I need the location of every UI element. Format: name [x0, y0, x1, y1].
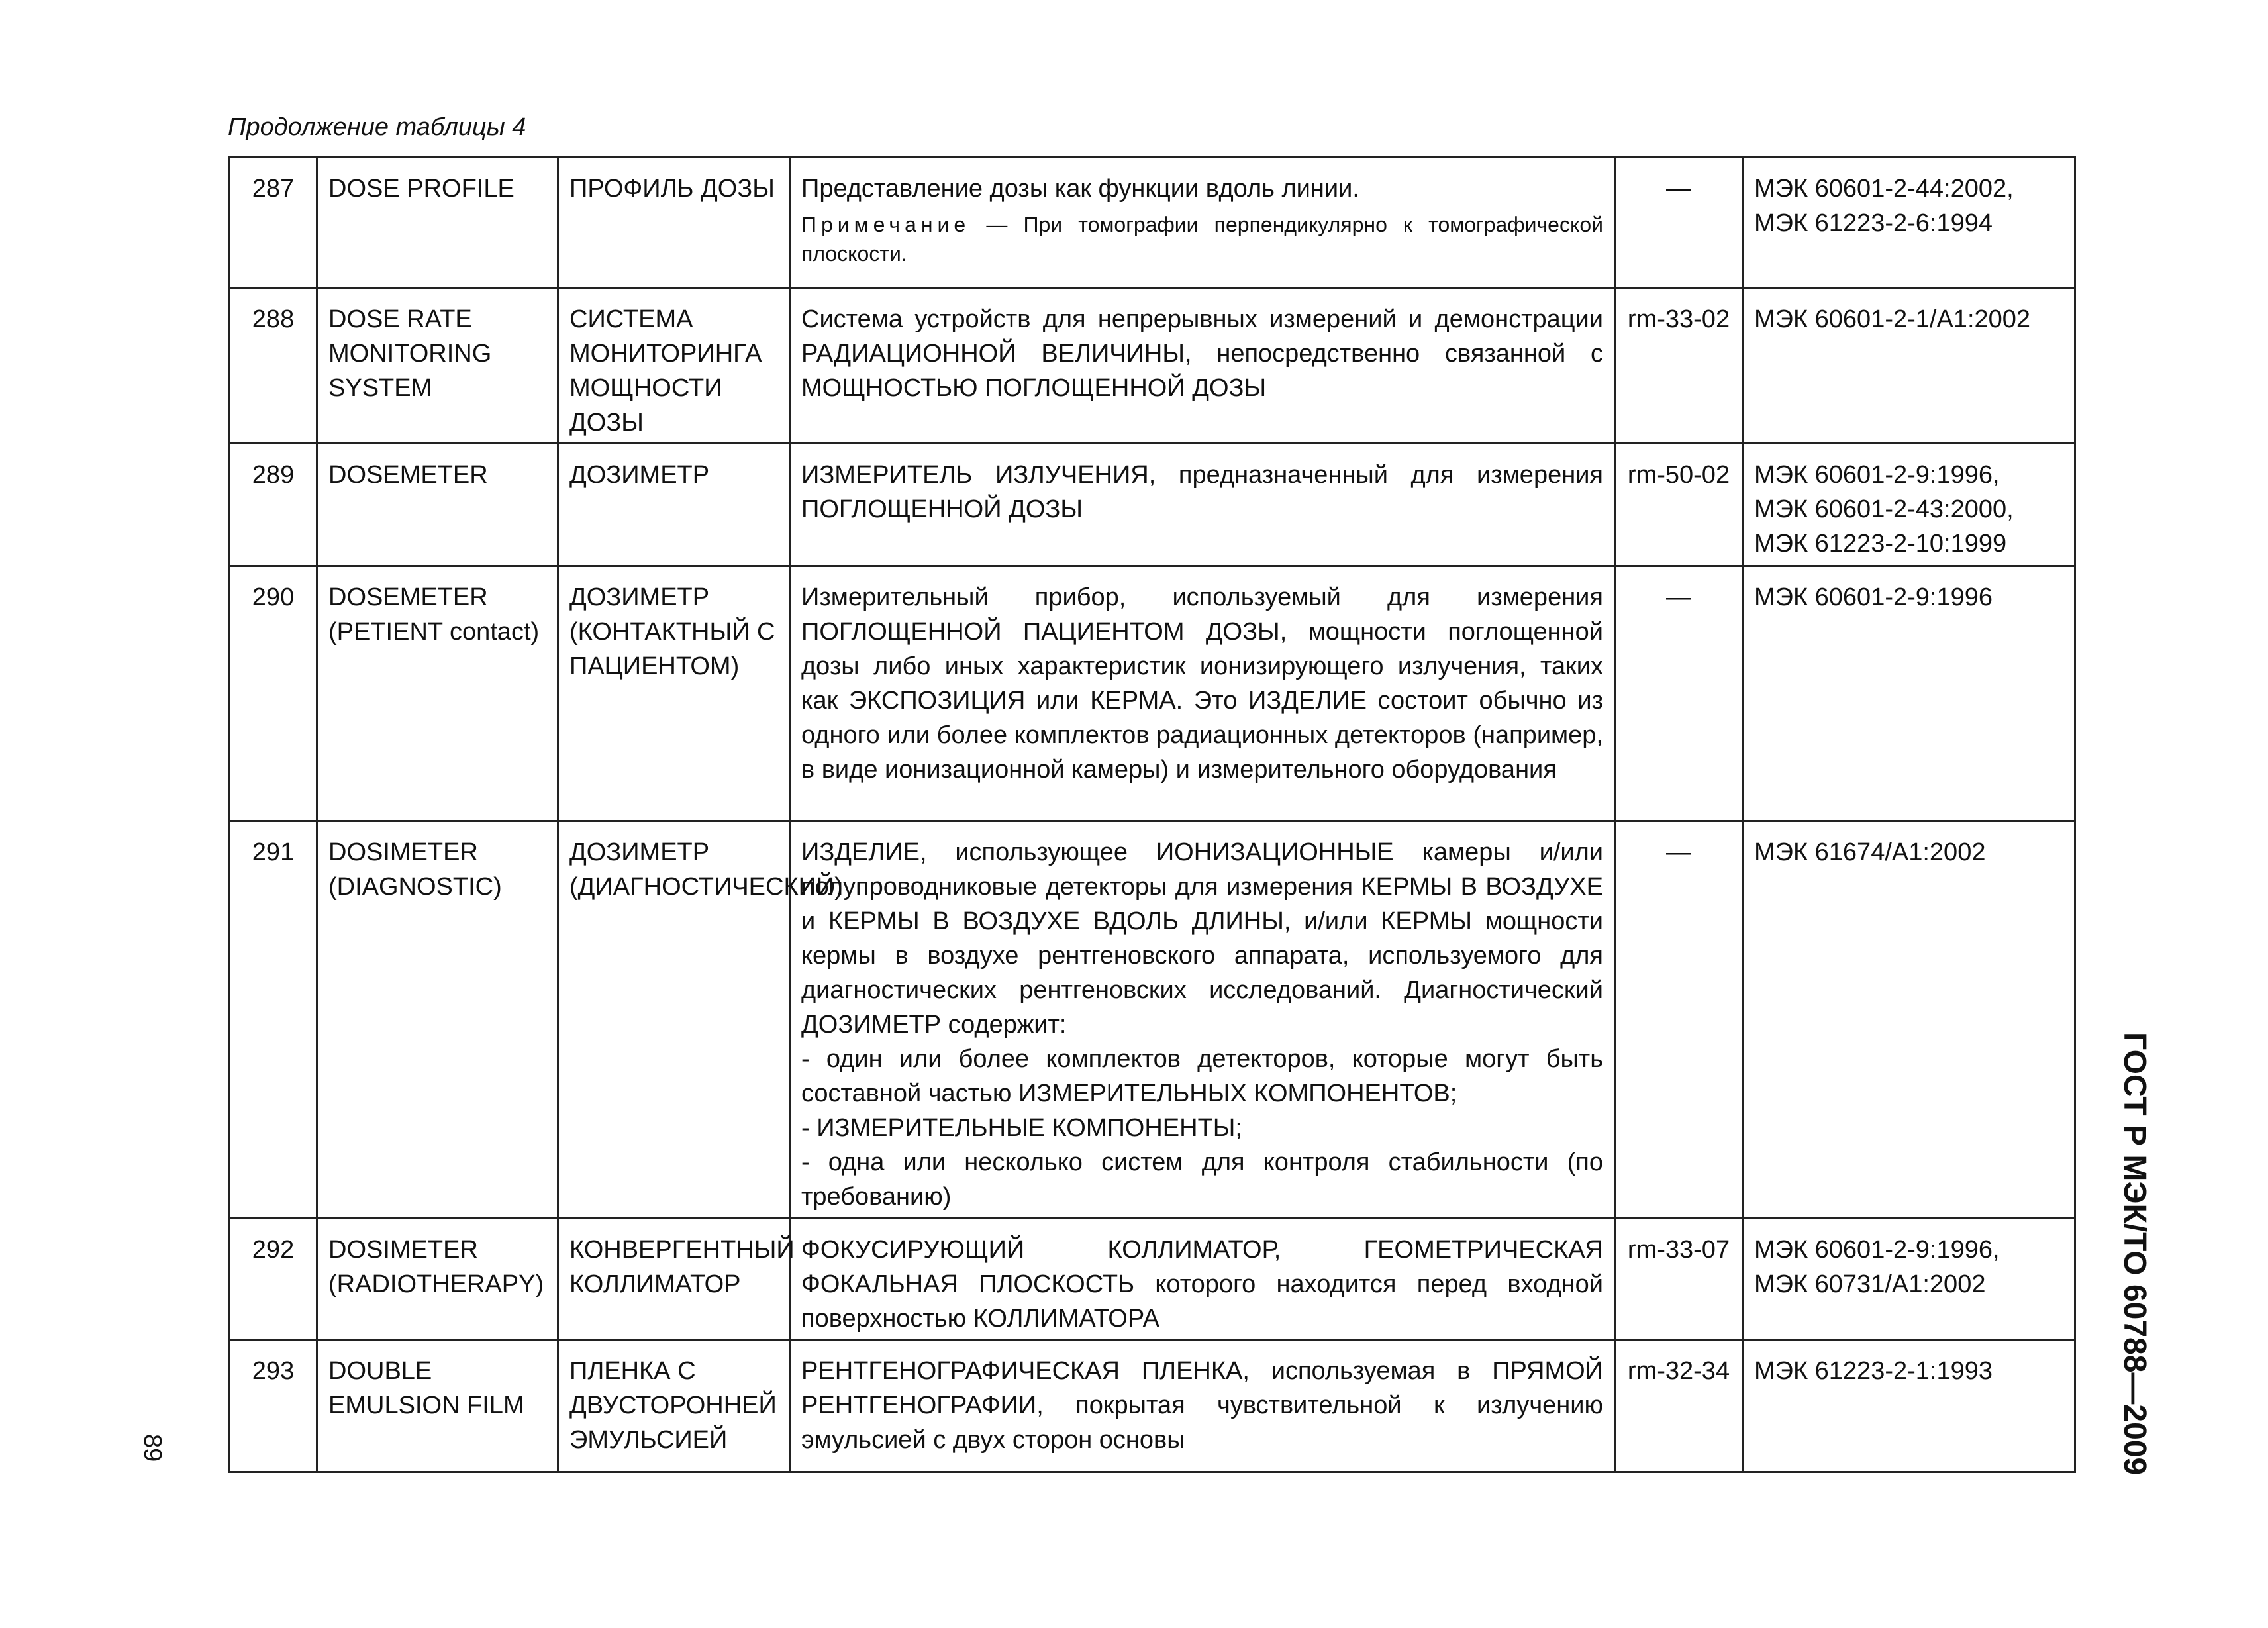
standard-item: МЭК 61223-2-6:1994: [1754, 209, 1993, 237]
term-definition: [790, 158, 1615, 288]
term-russian: СИСТЕМА МОНИТОРИНГА МОЩНОСТИ ДОЗЫ: [558, 288, 790, 444]
term-russian: ПРОФИЛЬ ДОЗЫ: [558, 158, 790, 288]
term-number: 293: [230, 1340, 317, 1472]
term-english: DOSEMETER (PETIENT contact): [317, 566, 558, 821]
term-number: 292: [230, 1219, 317, 1340]
term-reference: rm-32-34: [1615, 1340, 1743, 1472]
term-standards: [1743, 288, 2075, 444]
term-reference: —: [1615, 821, 1743, 1219]
term-reference: rm-50-02: [1615, 444, 1743, 566]
term-standards: [1743, 158, 2075, 288]
definition-list-item: - ИЗМЕРИТЕЛЬНЫЕ КОМПОНЕНТЫ;: [801, 1114, 1242, 1142]
standard-item: МЭК 60601-2-1/А1:2002: [1754, 305, 2031, 333]
term-definition: РЕНТГЕНОГРАФИЧЕСКАЯ ПЛЕНКА, используемая в ПРЯМОЙ РЕНТГЕНОГРАФИИ, покрытая чувствительной к излучению эмульсией с двух сторон основы: [790, 1340, 1615, 1472]
term-definition: Измерительный прибор, используемый для измерения ПОГЛОЩЕННОЙ ПАЦИЕНТОМ ДОЗЫ, мощности поглощенной дозы либо иных характеристик ионизирующего излучения, таких как ЭКСПОЗИЦИЯ или КЕРМА. Это ИЗДЕЛИЕ состоит обычно из одного или более комплектов радиационных детекторов (например, в виде ионизационной камеры) и измерительного оборудования: [790, 566, 1615, 821]
term-english: DOSE RATE MONITORING SYSTEM: [317, 288, 558, 444]
term-reference: rm-33-02: [1615, 288, 1743, 444]
term-standards: [1743, 444, 2075, 566]
term-number: 288: [230, 288, 317, 444]
term-definition: ФОКУСИРУЮЩИЙ КОЛЛИМАТОР, ГЕОМЕТРИЧЕСКАЯ ФОКАЛЬНАЯ ПЛОСКОСТЬ которого находится перед входной поверхностью КОЛЛИМАТОРА: [790, 1219, 1615, 1340]
term-russian: ПЛЕНКА С ДВУСТОРОННЕЙ ЭМУЛЬСИЕЙ: [558, 1340, 790, 1472]
term-number: 289: [230, 444, 317, 566]
term-russian: ДОЗИМЕТР (ДИАГНОСТИЧЕСКИЙ): [558, 821, 790, 1219]
term-english: DOSIMETER (RADIOTHERAPY): [317, 1219, 558, 1340]
terms-table: [228, 156, 2076, 1473]
table-row: [230, 288, 2075, 444]
term-russian: КОНВЕРГЕНТНЫЙ КОЛЛИМАТОР: [558, 1219, 790, 1340]
term-standards: [1743, 821, 2075, 1219]
term-number: 291: [230, 821, 317, 1219]
term-reference: —: [1615, 158, 1743, 288]
note-text: — При томографии перпендикулярно к томографической плоскости.: [801, 213, 1603, 266]
table-row: [230, 1340, 2075, 1472]
table-row: [230, 566, 2075, 821]
table-row: [230, 158, 2075, 288]
standard-item: МЭК 60601-2-9:1996,: [1754, 1236, 2000, 1264]
table-row: [230, 1219, 2075, 1340]
term-reference: —: [1615, 566, 1743, 821]
term-english: DOSEMETER: [317, 444, 558, 566]
term-number: 287: [230, 158, 317, 288]
definition-list-item: - один или более комплектов детекторов, которые могут быть составной частью ИЗМЕРИТЕЛЬНЫХ КОМПОНЕНТОВ;: [801, 1045, 1603, 1107]
standard-item: МЭК 60601-2-9:1996,: [1754, 461, 2000, 489]
term-number: 290: [230, 566, 317, 821]
standard-item: МЭК 61674/А1:2002: [1754, 839, 1986, 866]
note-label: Примечание: [801, 213, 971, 236]
standard-item: МЭК 60731/А1:2002: [1754, 1270, 1986, 1298]
definition-text: ИЗДЕЛИЕ, использующее ИОНИЗАЦИОННЫЕ камеры и/или полупроводниковые детекторы для измерения КЕРМЫ В ВОЗДУХЕ и КЕРМЫ В ВОЗДУХЕ ВДОЛЬ ДЛИНЫ, и/или КЕРМЫ мощности кермы в воздухе рентгеновского аппарата, используемого для диагностических рентгеновских исследований. Диагностический ДОЗИМЕТР содержит:: [801, 839, 1603, 1039]
standard-item: МЭК 60601-2-9:1996: [1754, 584, 1993, 611]
term-definition: [790, 821, 1615, 1219]
definition-list-item: - одна или несколько систем для контроля стабильности (по требованию): [801, 1148, 1603, 1211]
standard-item: МЭК 61223-2-10:1999: [1754, 530, 2007, 558]
definition-text: Представление дозы как функции вдоль линии.: [801, 175, 1359, 203]
standard-item: МЭК 60601-2-44:2002,: [1754, 175, 2014, 203]
standard-item: МЭК 61223-2-1:1993: [1754, 1357, 1993, 1385]
term-standards: [1743, 1340, 2075, 1472]
table-row: [230, 821, 2075, 1219]
term-russian: ДОЗИМЕТР (КОНТАКТНЫЙ С ПАЦИЕНТОМ): [558, 566, 790, 821]
document-standard-title: ГОСТ Р МЭК/ТО 60788—2009: [2117, 1032, 2152, 1476]
term-standards: [1743, 1219, 2075, 1340]
term-russian: ДОЗИМЕТР: [558, 444, 790, 566]
standard-item: МЭК 60601-2-43:2000,: [1754, 495, 2014, 523]
definition-note: [801, 210, 1603, 268]
term-english: DOSE PROFILE: [317, 158, 558, 288]
table-caption: Продолжение таблицы 4: [228, 113, 526, 141]
table-row: [230, 444, 2075, 566]
term-english: DOUBLE EMULSION FILM: [317, 1340, 558, 1472]
term-english: DOSIMETER (DIAGNOSTIC): [317, 821, 558, 1219]
term-standards: [1743, 566, 2075, 821]
term-reference: rm-33-07: [1615, 1219, 1743, 1340]
term-definition: Система устройств для непрерывных измерений и демонстрации РАДИАЦИОННОЙ ВЕЛИЧИНЫ, непосредственно связанной с МОЩНОСТЬЮ ПОГЛОЩЕННОЙ ДОЗЫ: [790, 288, 1615, 444]
page-number: 89: [138, 1434, 166, 1462]
term-definition: ИЗМЕРИТЕЛЬ ИЗЛУЧЕНИЯ, предназначенный для измерения ПОГЛОЩЕННОЙ ДОЗЫ: [790, 444, 1615, 566]
